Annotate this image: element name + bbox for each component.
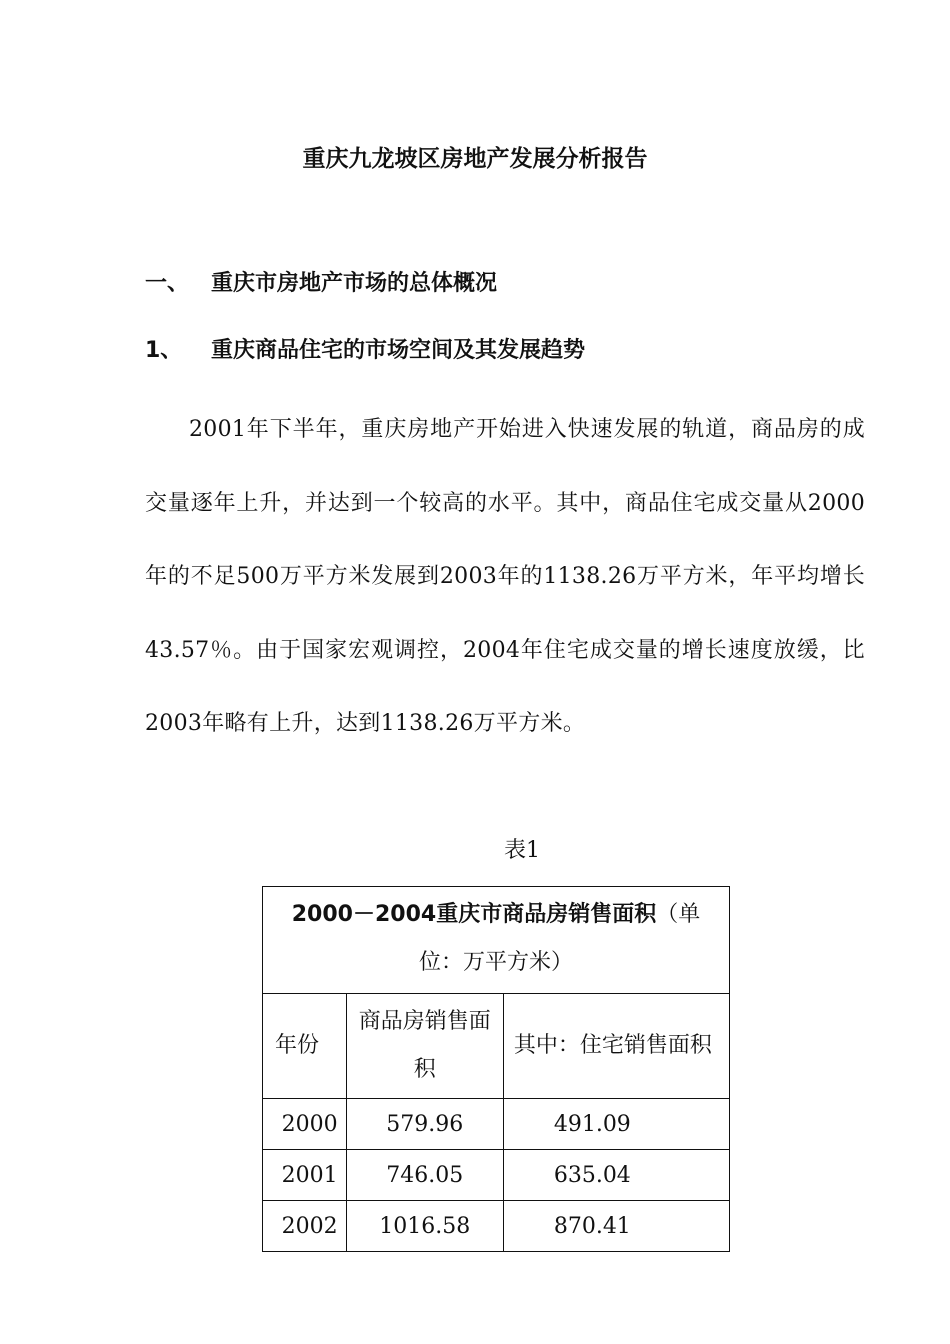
section-heading-1	[145, 266, 497, 297]
document-title: 重庆九龙坡区房地产发展分析报告	[302, 146, 648, 172]
cell-year: 2002	[263, 1201, 347, 1252]
cell-residential: 870.41	[503, 1201, 729, 1252]
header-year: 年份	[263, 994, 347, 1099]
body-paragraph: 2001年下半年，重庆房地产开始进入快速发展的轨道，商品房的成交量逐年上升，并达到一个较高的水平。其中，商品住宅成交量从2000年的不足500万平方米发展到2003年的1138.26万平方米，年平均增长43.57％。由于国家宏观调控，2004年住宅成交量的增长速度放缓，比2003年略有上升，达到1138.26万平方米。	[145, 417, 865, 736]
table-caption: 表1	[504, 838, 540, 863]
table-title: 2000－2004重庆市商品房销售面积	[291, 902, 657, 927]
header-total-area: 商品房销售面积	[346, 994, 503, 1099]
table-unit: （单位：万平方米）	[418, 902, 701, 975]
table-title-row	[263, 887, 730, 994]
table-row	[263, 1201, 730, 1252]
cell-residential: 635.04	[503, 1150, 729, 1201]
subsection-title: 重庆商品住宅的市场空间及其发展趋势	[211, 338, 586, 363]
table-row	[263, 1099, 730, 1150]
cell-total: 579.96	[346, 1099, 503, 1150]
table-header-row	[263, 994, 730, 1099]
table-title-cell	[263, 887, 730, 994]
sales-area-table	[262, 886, 730, 1252]
subsection-heading-1	[145, 333, 585, 364]
subsection-number: 1、	[145, 338, 183, 363]
section-title: 重庆市房地产市场的总体概况	[211, 271, 498, 296]
table-row	[263, 1150, 730, 1201]
cell-total: 746.05	[346, 1150, 503, 1201]
cell-year: 2001	[263, 1150, 347, 1201]
cell-year: 2000	[263, 1099, 347, 1150]
header-residential-area: 其中：住宅销售面积	[503, 994, 729, 1099]
section-number: 一、	[145, 271, 190, 296]
cell-residential: 491.09	[503, 1099, 729, 1150]
cell-total: 1016.58	[346, 1201, 503, 1252]
